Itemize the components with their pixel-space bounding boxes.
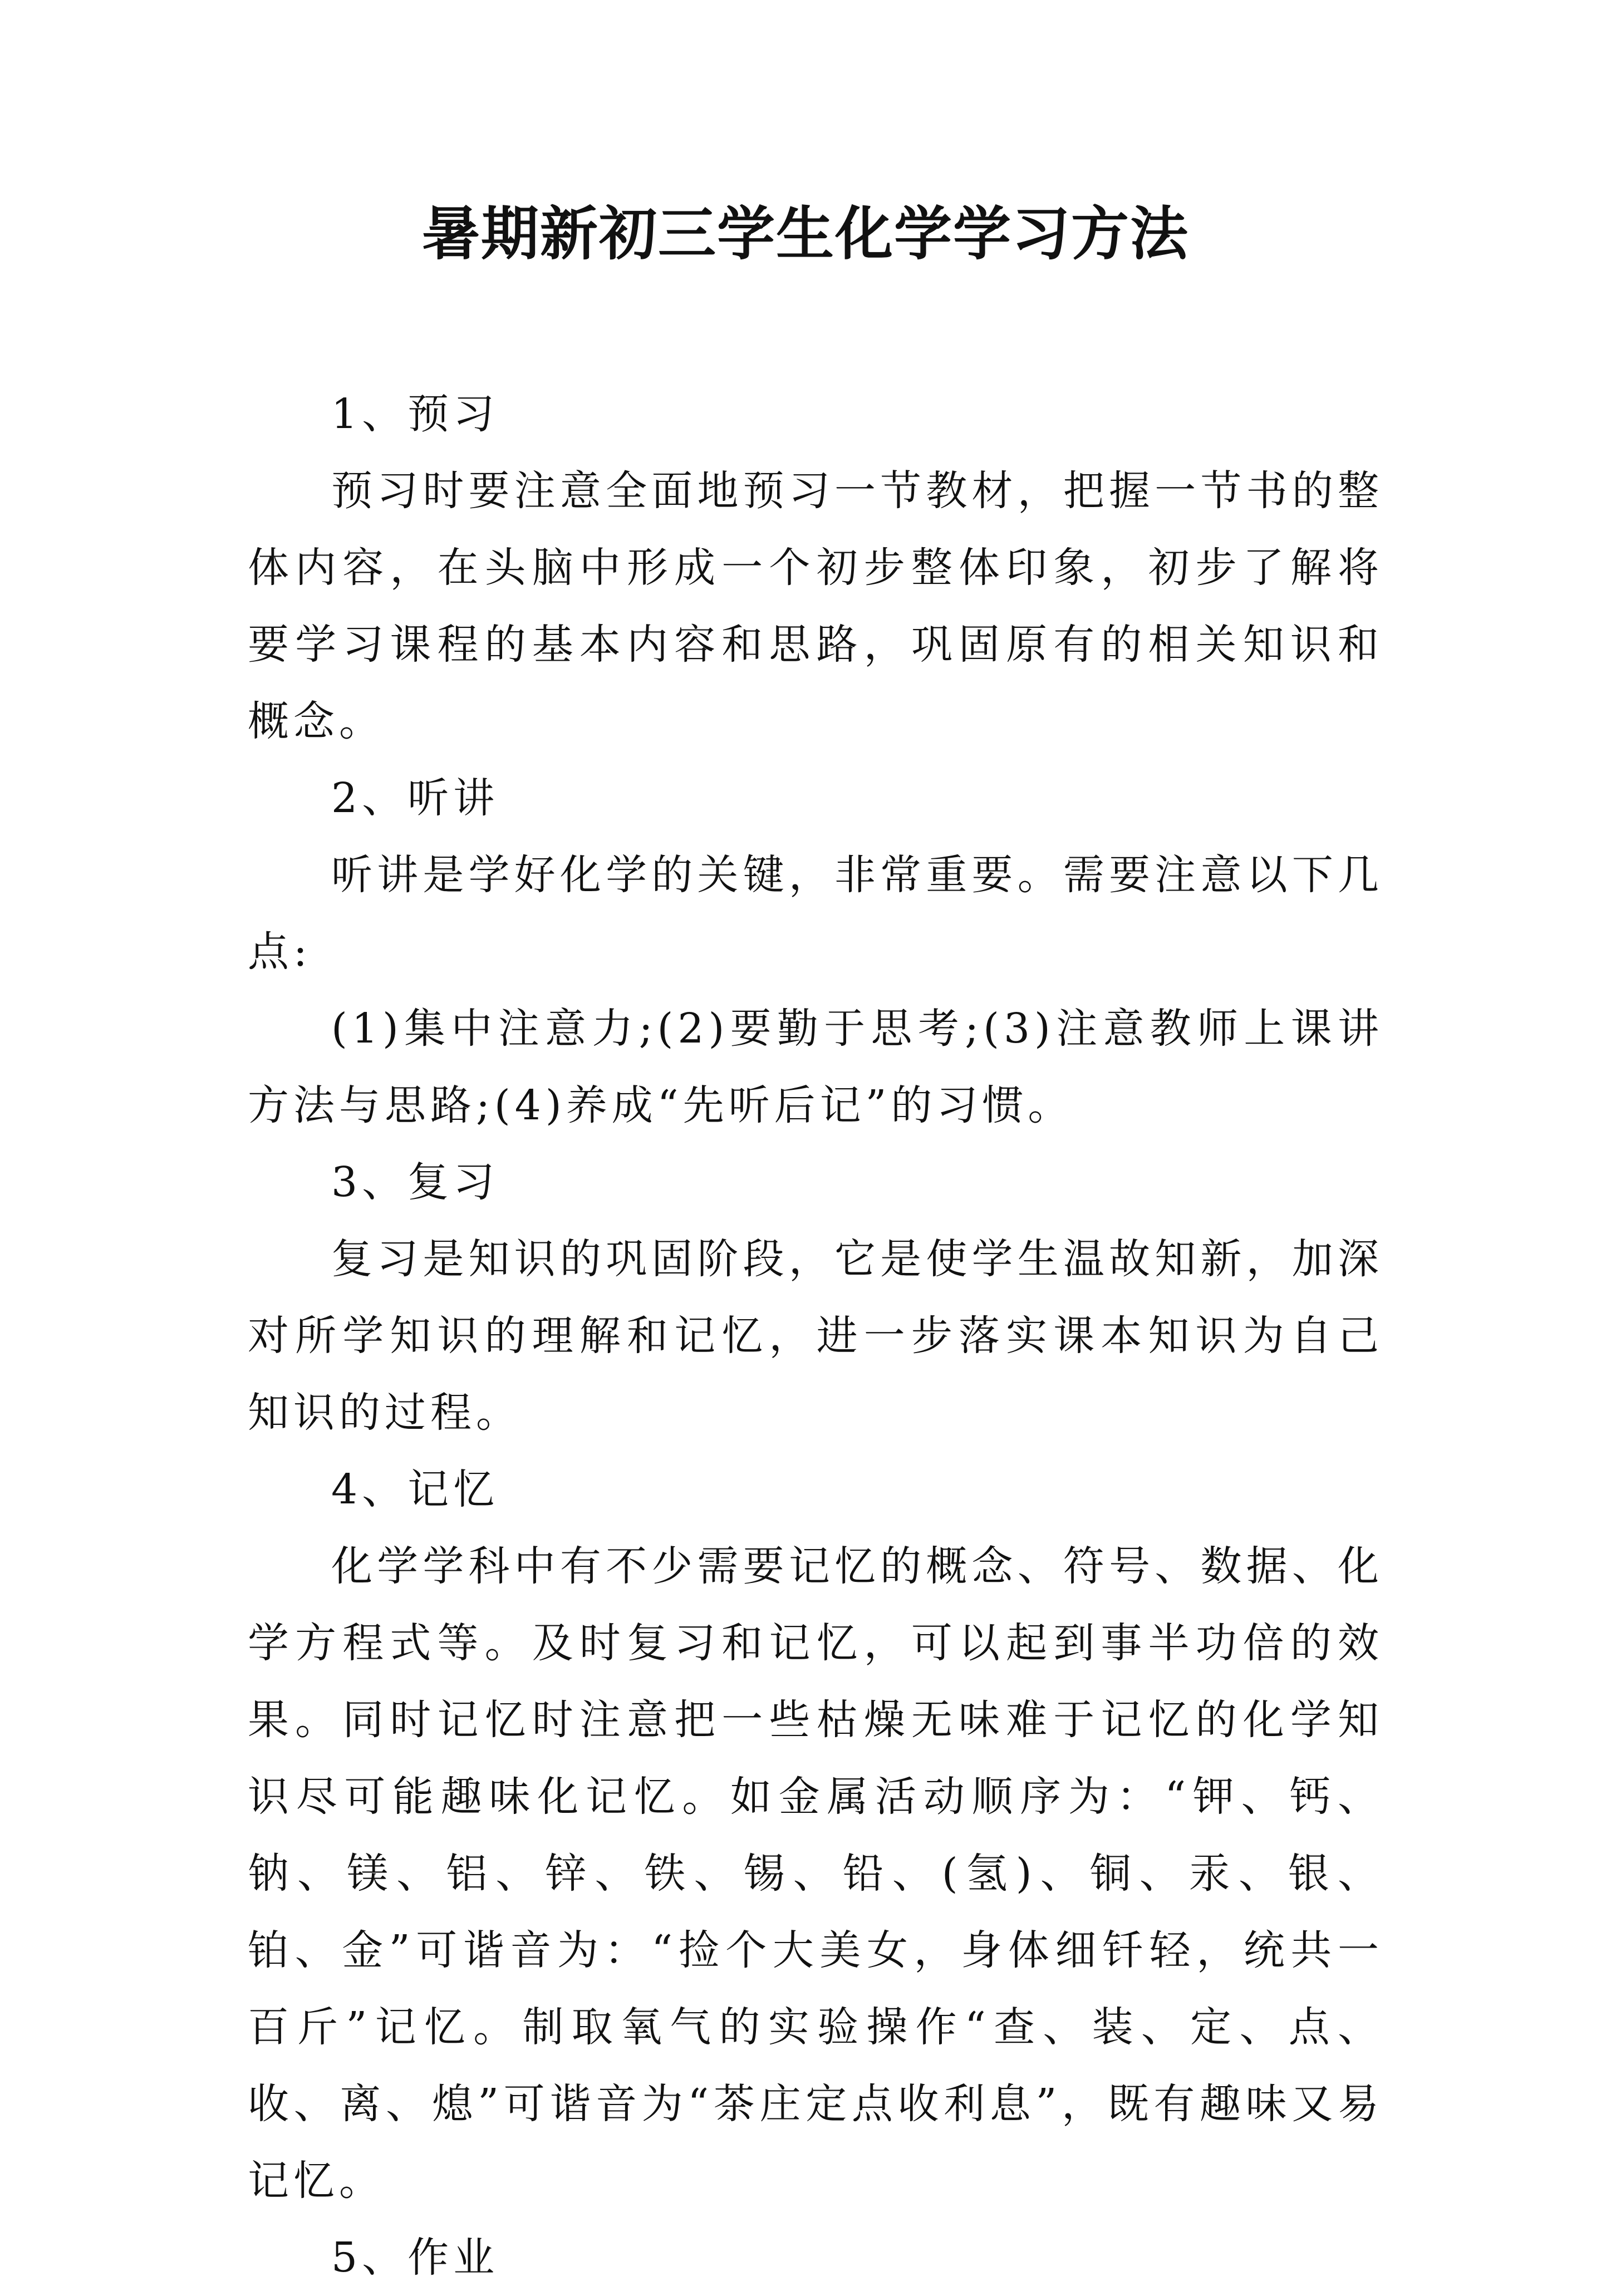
document-body	[248, 376, 1383, 2296]
section-paragraph: 预习时要注意全面地预习一节教材，把握一节书的整体内容，在头脑中形成一个初步整体印象，初步了解将要学习课程的基本内容和思路，巩固原有的相关知识和概念。	[248, 467, 1383, 745]
section-heading-memory: 4、记忆	[331, 1466, 499, 1513]
section-paragraph: 复习是知识的巩固阶段，它是使学生温故知新，加深对所学知识的理解和记忆，进一步落实课本知识为自己知识的过程。	[248, 1235, 1383, 1437]
section-heading-review: 3、复习	[331, 1158, 499, 1206]
section-paragraph: (1)集中注意力;(2)要勤于思考;(3)注意教师上课讲方法与思路;(4)养成“先听后记”的习惯。	[248, 1005, 1383, 1129]
section-paragraph: 化学学科中有不少需要记忆的概念、符号、数据、化学方程式等。及时复习和记忆，可以起到事半功倍的效果。同时记忆时注意把一些枯燥无味难于记忆的化学知识尽可能趣味化记忆。如金属活动顺序为：“钾、钙、钠、镁、铝、锌、铁、锡、铅、(氢)、铜、汞、银、铂、金”可谐音为：“捡个大美女，身体细钎轻，统共一百斤”记忆。制取氧气的实验操作“查、装、定、点、收、离、熄”可谐音为“茶庄定点收利息”，既有趣味又易记忆。	[248, 1542, 1383, 2205]
section-heading-homework: 5、作业	[331, 2234, 499, 2282]
document-title: 暑期新初三学生化学学习方法	[421, 199, 1189, 268]
section-heading-preview: 1、预习	[331, 390, 499, 438]
section-heading-listening: 2、听讲	[331, 774, 499, 822]
section-paragraph: 听讲是学好化学的关键，非常重要。需要注意以下几点:	[248, 851, 1383, 976]
